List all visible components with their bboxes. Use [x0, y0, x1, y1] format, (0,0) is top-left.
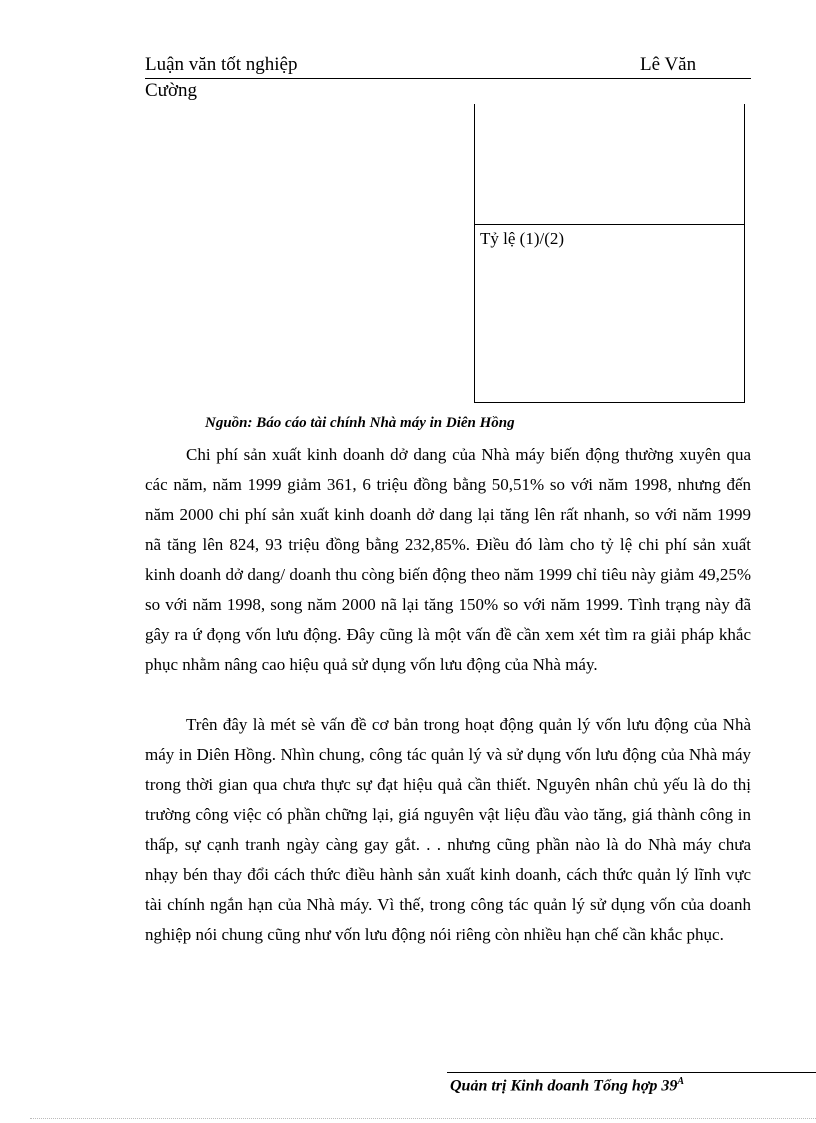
header-author: Lê Văn [640, 54, 697, 75]
page-footer [450, 1076, 684, 1095]
paragraph-2: Trên đây là mét sè vấn đề cơ bản trong hoạt động quản lý vốn lưu động của Nhà máy in Diên Hồng. Nhìn chung, công tác quản lý và sử dụng vốn lưu động của Nhà máy trong thời gian qua chưa thực sự đạt hiệu quả cần thiết. Nguyên nhân chủ yếu là do thị trường công việc có phần chững lại, giá nguyên vật liệu đầu vào tăng, giá thành công in thấp, sự cạnh tranh ngày càng gay gắt. . . nhưng cũng phần nào là do Nhà máy chưa nhạy bén thay đổi cách thức điều hành sản xuất kinh doanh, cách thức quản lý lĩnh vực tài chính ngắn hạn của Nhà máy. Vì thế, trong công tác quản lý sử dụng vốn của doanh nghiệp nói chung cũng như vốn lưu động nói riêng còn nhiều hạn chế cần khắc phục. [145, 715, 751, 944]
footer-divider [447, 1072, 816, 1073]
paragraph-1: Chi phí sản xuất kinh doanh dở dang của Nhà máy biến động thường xuyên qua các năm, năm 1999 giảm 361, 6 triệu đồng bằng 50,51% so với năm 1998, nhưng đến năm 2000 chi phí sản xuất kinh doanh dở dang lại tăng lên rất nhanh, so với năm 1999 nã tăng lên 824, 93 triệu đồng bằng 232,85%. Điều đó làm cho tỷ lệ chi phí sản xuất kinh doanh dở dang/ doanh thu còng biến động theo năm 1999 chỉ tiêu này giảm 49,25% so với năm 1998, song năm 2000 nã lại tăng 150% so với năm 1999. Tình trạng này đã gây ra ứ đọng vốn lưu động. Đây cũng là một vấn đề cần xem xét tìm ra giải pháp khắc phục nhằm nâng cao hiệu quả sử dụng vốn lưu động của Nhà máy. [145, 445, 751, 674]
page-header [145, 54, 751, 79]
page-bottom-rule [30, 1118, 816, 1119]
table-cell-ratio [474, 224, 745, 403]
table-row-label: Tỷ lệ (1)/(2) [480, 229, 565, 248]
table-cell-empty [474, 104, 745, 224]
table-fragment [474, 104, 745, 402]
source-note: Nguồn: Báo cáo tài chính Nhà máy in Diên Hồng [205, 415, 515, 431]
header-author-continuation: Cường [145, 80, 198, 101]
footer-label: Quản trị Kinh doanh Tổng hợp 39 [450, 1077, 678, 1095]
header-title: Luận văn tốt nghiệp [145, 54, 298, 75]
footer-superscript: A [677, 1076, 685, 1087]
